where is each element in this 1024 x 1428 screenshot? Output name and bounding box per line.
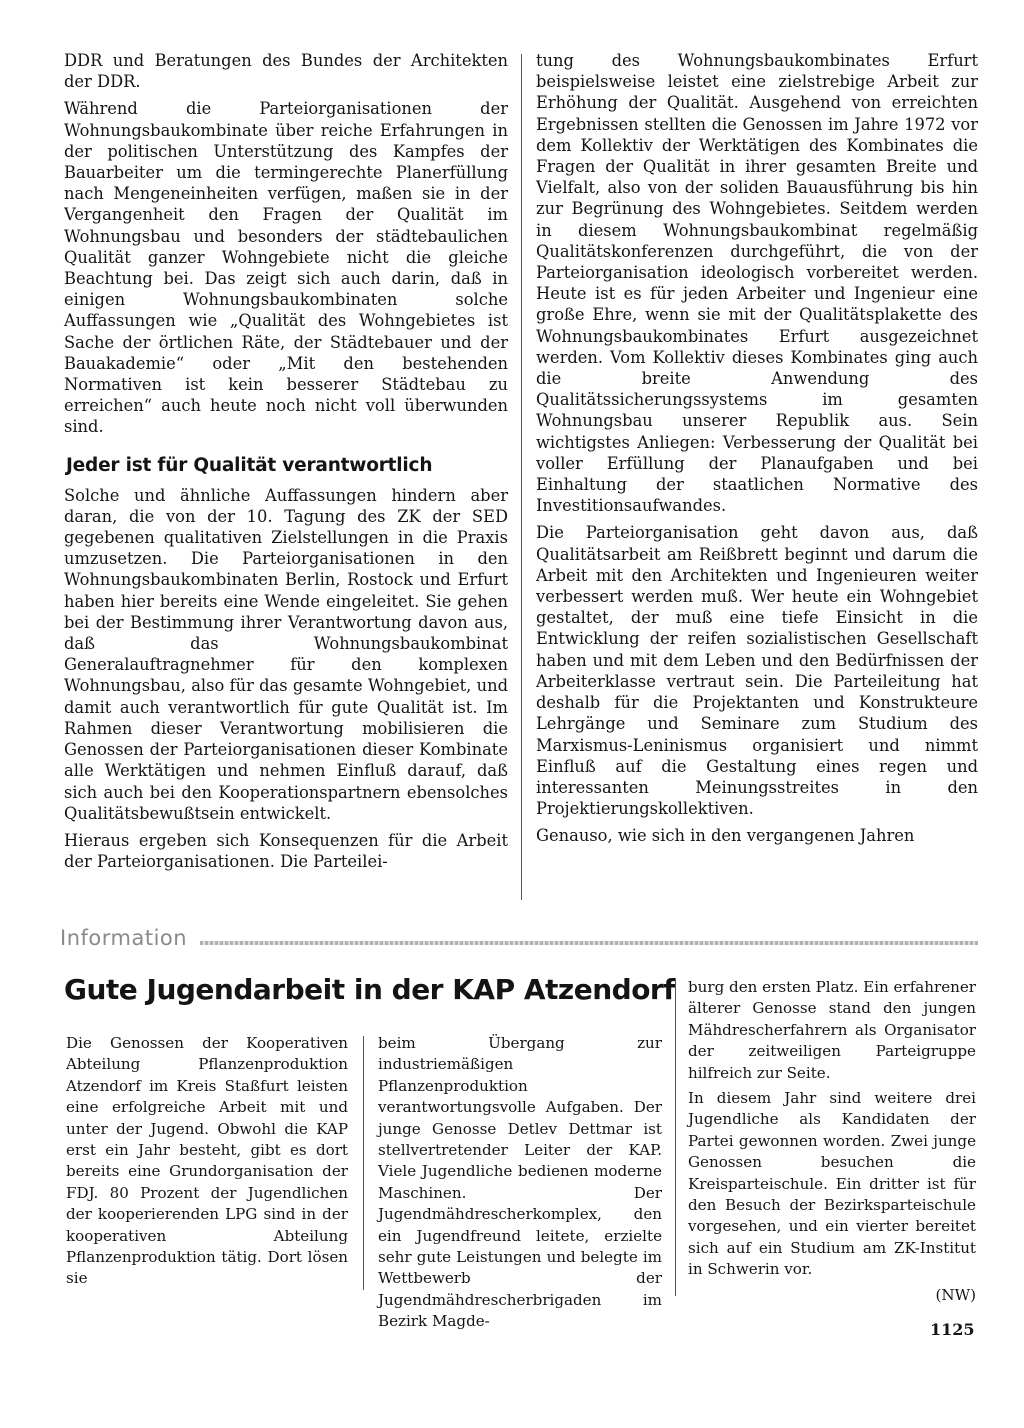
column-divider xyxy=(363,1036,364,1290)
paragraph: Hieraus ergeben sich Konsequenzen für die Arbeit der Parteiorganisationen. Die Parteilei- xyxy=(64,830,508,872)
top-article-left-column xyxy=(64,50,508,878)
intro-text: DDR und Beratungen des Bundes der Architekten der DDR. xyxy=(64,51,508,92)
bottom-article-column-2 xyxy=(378,1033,662,1337)
column-divider xyxy=(675,980,676,1296)
bottom-article-column-1 xyxy=(66,1033,348,1294)
paragraph: In diesem Jahr sind weitere drei Jugendliche als Kandidaten der Partei gewonnen worden. Zwei junge Genossen besuchen die Kreisparteischule. Ein dritter ist für den Besuch der Bezirksparteischule vorgesehen, und ein vierter bereitet sich auf ein Studium am ZK-Institut in Schwerin vor. xyxy=(688,1089,976,1279)
section-label: Information xyxy=(60,926,188,950)
subheading: Jeder ist für Qualität verantwortlich xyxy=(66,454,433,476)
top-article-right-column xyxy=(536,50,978,853)
page-number: 1125 xyxy=(930,1320,975,1339)
paragraph: beim Übergang zur industriemäßigen Pflanzenproduktion verantwortungsvolle Aufgaben. Der junge Genosse Detlev Dettmar ist stellvertretender Leiter der KAP. Viele Jugendliche bedienen moderne Maschinen. Der Jugendmähdrescherkomplex, den ein Jugendfreund leitete, erzielte sehr gute Leistungen und belegte im Wettbewerb der Jugendmähdrescherbrigaden im Bezirk Magde- xyxy=(378,1034,662,1331)
author-signature: (NW) xyxy=(935,1285,976,1304)
paragraph: burg den ersten Platz. Ein erfahrener älterer Genosse stand den jungen Mähdrescherfahrern als Organisator der zeitweiligen Parteigruppe hilfreich zur Seite. xyxy=(688,978,977,1082)
column-divider xyxy=(521,54,522,900)
paragraph: Genauso, wie sich in den vergangenen Jahren xyxy=(536,826,915,846)
paragraph: Die Genossen der Kooperativen Abteilung Pflanzenproduktion Atzendorf im Kreis Staßfurt leisten eine erfolgreiche Arbeit mit und unter der Jugend. Obwohl die KAP erst ein Jahr besteht, gibt es dort bereits eine Grundorganisation der FDJ. 80 Prozent der Jugendlichen der kooperierenden LPG sind in der kooperativen Abteilung Pflanzenproduktion tätig. Dort lösen sie xyxy=(66,1034,348,1288)
paragraph: Solche und ähnliche Auffassungen hindern aber daran, die von der 10. Tagung des ZK der SED gegebenen qualitativen Zielstellungen in die Praxis umzusetzen. Die Parteiorganisationen in den Wohnungsbaukombinaten Berlin, Rostock und Erfurt haben hier bereits eine Wende eingeleitet. Sie gehen bei der Bestimmung ihrer Verantwortung davon aus, daß das Wohnungsbaukombinat Generalauftragnehmer für den komplexen Wohnungsbau, also für das gesamte Wohngebiet, und damit auch verantwortlich für gute Qualität ist. Im Rahmen dieser Verantwortung mobilisieren die Genossen der Parteiorganisationen dieser Kombinate alle Werktätigen und nehmen Einfluß darauf, daß sich auch bei den Kooperationspartnern ebensolches Qualitätsbewußtsein entwickelt. xyxy=(64,485,508,823)
paragraph: Die Parteiorganisation geht davon aus, daß Qualitätsarbeit am Reißbrett beginnt und darum die Arbeit mit den Architekten und Ingenieuren weiter verbessert werden muß. Wer heute ein Wohngebiet gestaltet, der muß eine tiefe Einsicht in die Entwicklung der reifen sozialistischen Gesellschaft haben und mit dem Leben und den Bedürfnissen der Arbeiterklasse vertraut sein. Die Parteileitung hat deshalb für die Projektanten und Konstrukteure Lehrgänge und Seminare zum Studium des Marxismus-Leninismus organisiert und nimmt Einfluß auf die Gestaltung eines regen und interessanten Meinungsstreites in den Projektierungskollektiven. xyxy=(536,523,978,819)
bottom-article-column-3 xyxy=(688,977,976,1310)
article-title: Gute Jugendarbeit in der KAP Atzendorf xyxy=(64,973,675,1006)
section-divider xyxy=(200,941,978,945)
paragraph: tung des Wohnungsbaukombinates Erfurt beispielsweise leistet eine zielstrebige Arbeit zur Erhöhung der Qualität. Ausgehend von erreichten Ergebnissen stellten die Genossen im Jahre 1972 vor dem Kollektiv der Werktätigen des Kombinates die Fragen der Qualität in ihrer gesamten Breite und Vielfalt, also von der soliden Bauausführung bis hin zur Begrünung des Wohngebietes. Seitdem werden in diesem Wohnungsbaukombinat regelmäßig Qualitätskonferenzen durchgeführt, die von der Parteiorganisation ideologisch vorbereitet werden. Heute ist es für jeden Arbeiter und Ingenieur eine große Ehre, wenn sie mit der Qualitätsplakette des Wohnungsbaukombinates Erfurt ausgezeichnet werden. Vom Kollektiv dieses Kombinates ging auch die breite Anwendung des Qualitätssicherungssystems im gesamten Wohnungsbau unserer Republik aus. Sein wichtigstes Anliegen: Verbesserung der Qualität bei voller Erfüllung der Planaufgaben und bei Einhaltung der staatlichen Normative des Investitionsaufwandes. xyxy=(536,51,978,516)
paragraph: Während die Parteiorganisationen der Wohnungsbaukombinate über reiche Erfahrungen in der politischen Unterstützung des Kampfes der Bauarbeiter um die termingerechte Planerfüllung nach Mengeneinheiten verfügen, maßen sie in der Vergangenheit den Fragen der Qualität im Wohnungsbau und besonders der städtebaulichen Qualität ganzer Wohngebiete nicht die gleiche Beachtung bei. Das zeigt sich auch darin, daß in einigen Wohnungsbaukombinaten solche Auffassungen wie „Qualität des Wohngebietes ist Sache der örtlichen Räte, der Städtebauer und der Bauakademie“ oder „Mit den bestehenden Normativen ist kein besserer Städtebau zu erreichen“ auch heute noch nicht voll überwunden sind. xyxy=(64,99,508,437)
